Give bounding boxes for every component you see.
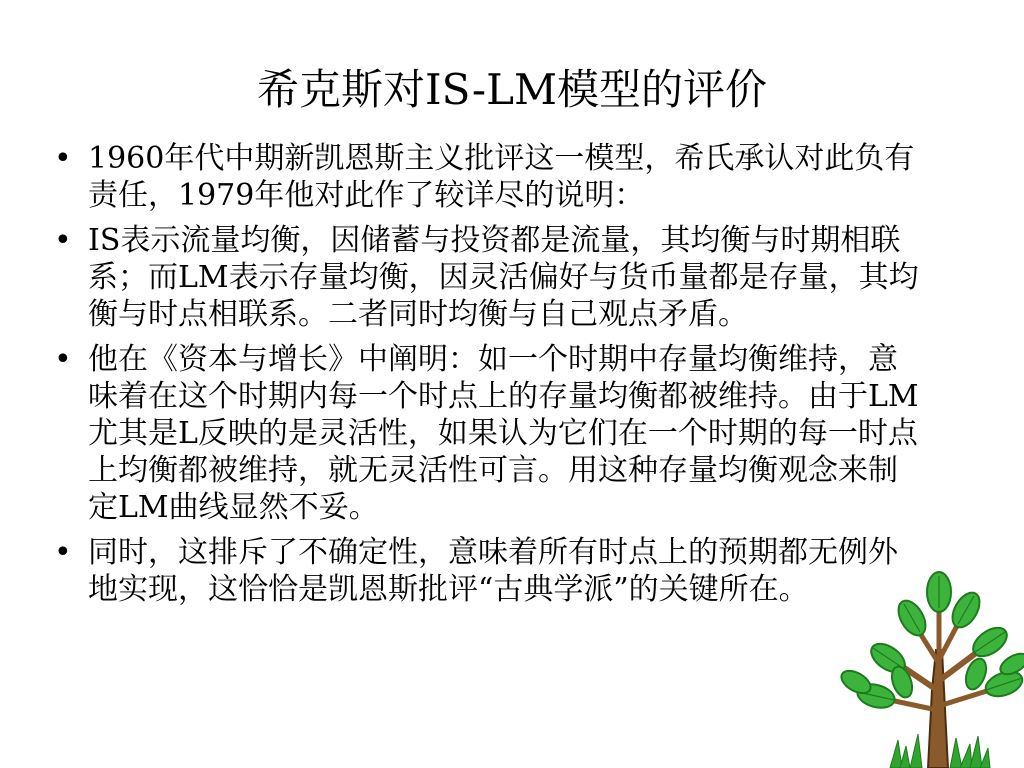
bullet-item — [52, 140, 922, 214]
bullet-text: 他在《资本与增长》中阐明：如一个时期中存量均衡维持，意味着在这个时期内每一个时点上的存量均衡都被维持。由于LM尤其是L反映的是灵活性，如果认为它们在一个时期的每一时点上均衡都被维持，就无灵活性可言。用这种存量均衡观念来制定LM曲线显然不妥。 — [88, 342, 919, 525]
bullet-list — [52, 140, 922, 616]
bullet-text: IS表示流量均衡，因储蓄与投资都是流量，其均衡与时期相联系；而LM表示存量均衡，因灵活偏好与货币量都是存量，其均衡与时点相联系。二者同时均衡与自己观点矛盾。 — [88, 223, 919, 332]
tree-icon — [840, 570, 1024, 768]
slide-title: 希克斯对IS-LM模型的评价 — [257, 65, 767, 114]
bullet-text: 同时，这排斥了不确定性，意味着所有时点上的预期都无例外地实现，这恰恰是凯恩斯批评“古典学派”的关键所在。 — [88, 535, 898, 607]
bullet-item — [52, 534, 922, 608]
bullet-dot-icon: • — [54, 342, 72, 377]
bullet-item — [52, 341, 922, 526]
bullet-item — [52, 222, 922, 333]
bullet-dot-icon: • — [54, 223, 72, 258]
bullet-dot-icon: • — [54, 535, 72, 570]
bullet-dot-icon: • — [54, 141, 72, 176]
bullet-text: 1960年代中期新凯恩斯主义批评这一模型，希氏承认对此负有责任，1979年他对此作了较详尽的说明： — [88, 141, 915, 213]
